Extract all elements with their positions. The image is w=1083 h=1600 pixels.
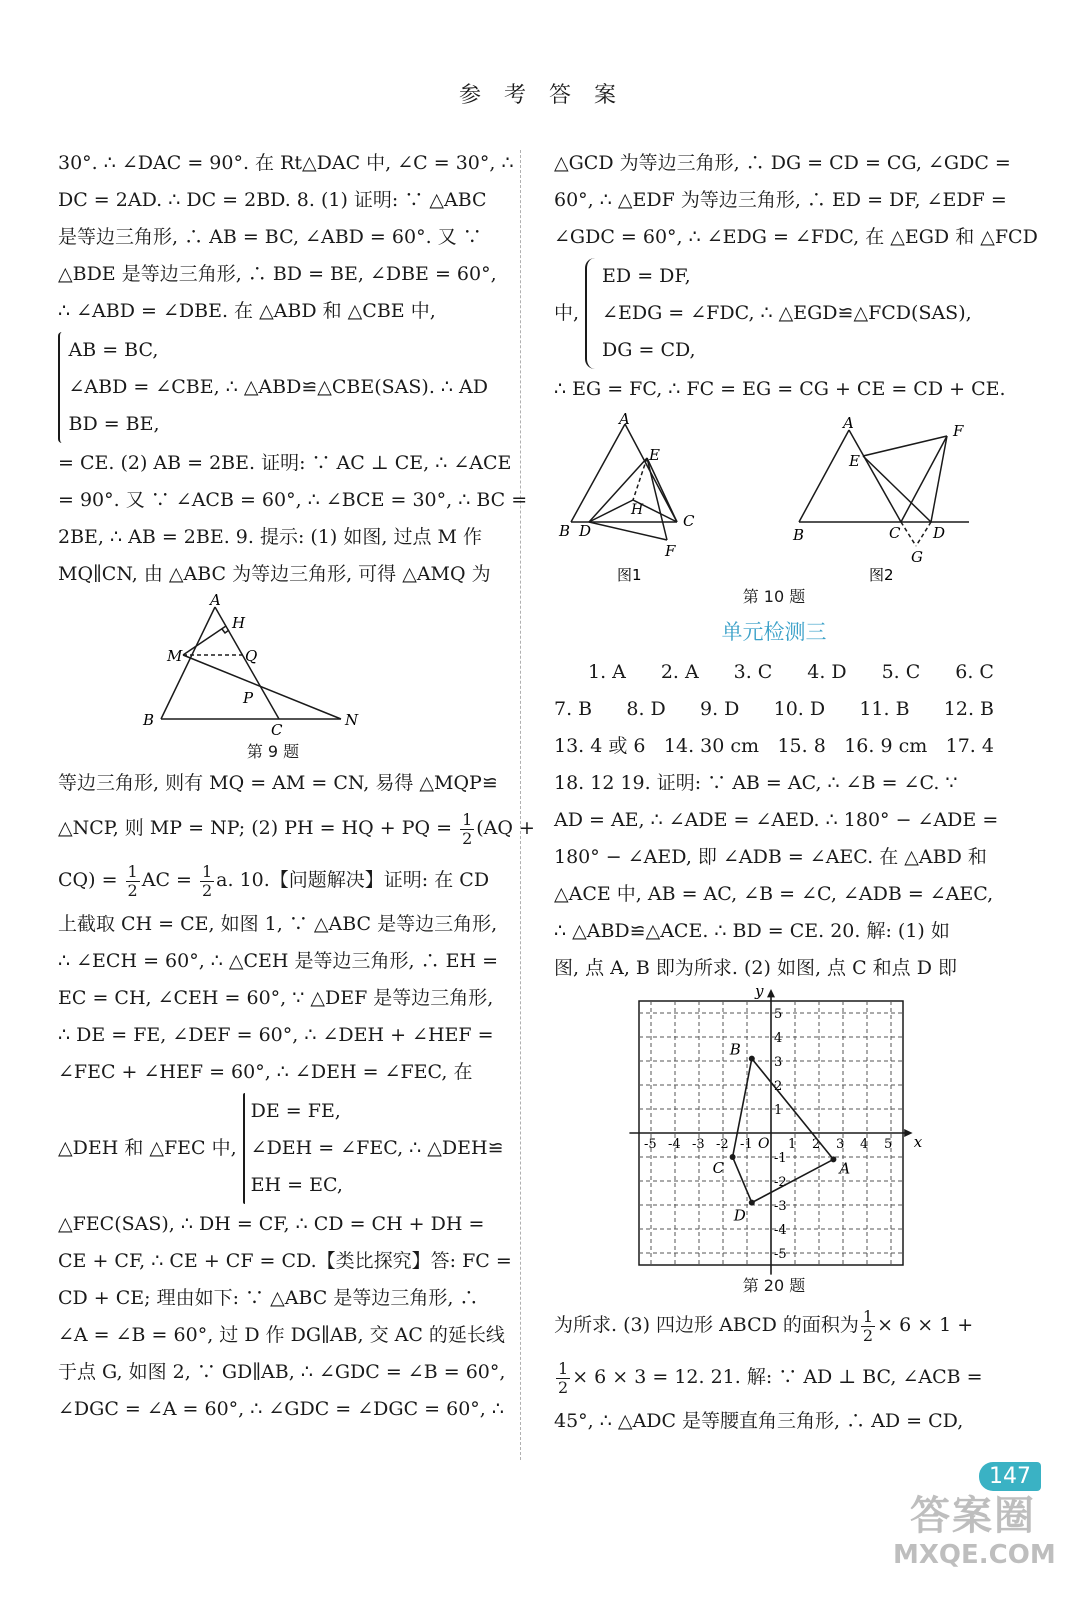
system-row: BD = BE,	[68, 413, 160, 435]
figure-10	[559, 410, 989, 584]
answer-item: 14. 30 cm	[663, 735, 760, 757]
answer-item: 17. 4	[945, 735, 994, 757]
fraction-line	[554, 1351, 994, 1403]
answer-key	[554, 654, 994, 765]
answer-item: 3. C	[733, 661, 773, 683]
fig9-label-H: H	[232, 614, 246, 632]
fig9-label-M: M	[167, 647, 183, 665]
text-line: ∠A = ∠B = 60°, 过 D 作 DG∥AB, 交 AC 的延长线	[58, 1324, 505, 1346]
origin-label: O	[758, 1136, 770, 1152]
text-span: × 6 × 1 +	[877, 1314, 974, 1336]
equation-system-2	[58, 1093, 504, 1204]
system-row: DG = CD,	[602, 339, 696, 361]
left-text-block-d	[58, 906, 499, 1091]
x-tick-label: 4	[860, 1137, 869, 1152]
text-line: EC = CH, ∠CEH = 60°, ∵ △DEF 是等边三角形,	[58, 987, 494, 1009]
text-line: 上截取 CH = CE, 如图 1, ∵ △ABC 是等边三角形,	[58, 913, 498, 935]
y-axis-arrow	[767, 989, 775, 997]
x-tick-label: 2	[812, 1137, 821, 1152]
fraction-numerator: 1	[558, 1358, 569, 1378]
x-tick-label: -5	[644, 1137, 657, 1152]
answer-item: 13. 4 或 6	[554, 735, 646, 757]
fraction-line	[58, 854, 488, 906]
text-line: ∴ ∠ABD = ∠DBE. 在 △ABD 和 △CBE 中,	[58, 300, 436, 322]
fraction-numerator: 1	[201, 861, 213, 881]
fraction-line	[554, 1299, 994, 1351]
text-line: ∠FEC + ∠HEF = 60°, ∴ ∠DEH = ∠FEC, 在	[58, 1061, 473, 1083]
text-line: △FEC(SAS), ∴ DH = CF, ∴ CD = CH + DH =	[58, 1213, 485, 1235]
text-span: 为所求. (3) 四边形 ABCD 的面积为	[554, 1314, 859, 1336]
point-A	[830, 1156, 836, 1162]
fig10a-label-C: C	[683, 512, 695, 530]
answer-item: 4. D	[807, 661, 847, 683]
left-brace	[243, 1093, 245, 1204]
left-column	[58, 145, 535, 1428]
answer-item: 10. D	[773, 698, 826, 720]
text-line: 图, 点 A, B 即为所求. (2) 如图, 点 C 和点 D 即	[554, 957, 957, 979]
system-row: EH = EC,	[250, 1174, 343, 1196]
answer-item: 16. 9 cm	[844, 735, 928, 757]
fig10a-label-F: F	[665, 542, 676, 560]
system-row: ∠ABD = ∠CBE, ∴ △ABD≌△CBE(SAS). ∴ AD	[68, 376, 488, 398]
text-span: (AQ +	[476, 817, 535, 839]
x-tick-label: -2	[716, 1137, 729, 1152]
figure-20-coordinate-grid	[629, 982, 923, 1273]
column-divider	[520, 150, 521, 1460]
text-line: AD = AE, ∴ ∠ADE = ∠AED. ∴ 180° − ∠ADE =	[554, 809, 999, 831]
y-tick-label: -4	[774, 1223, 787, 1238]
text-span: AC =	[141, 869, 198, 891]
answer-item: 6. C	[955, 661, 994, 683]
fraction-denominator: 2	[201, 880, 213, 900]
text-line: 180° − ∠AED, 即 ∠ADB = ∠AEC. 在 △ABD 和	[554, 846, 987, 868]
text-line: ∴ DE = FE, ∠DEF = 60°, ∴ ∠DEH + ∠HEF =	[58, 1024, 494, 1046]
answer-row	[554, 691, 994, 728]
y-tick-label: -1	[774, 1151, 787, 1166]
point-D	[749, 1200, 755, 1206]
fraction-denominator: 2	[862, 1325, 874, 1345]
x-tick-label: 5	[884, 1137, 893, 1152]
fig10b-label-C: C	[889, 524, 901, 542]
watermark-url: MXQE.COM	[893, 1540, 1056, 1570]
answer-row	[554, 728, 994, 765]
y-tick-label: 1	[774, 1103, 783, 1118]
point-C	[730, 1154, 736, 1160]
point-label-B: B	[729, 1040, 741, 1059]
equation-system-1	[58, 332, 488, 443]
fraction	[126, 863, 140, 900]
left-text-block-e	[58, 1206, 512, 1428]
text-line: MQ∥CN, 由 △ABC 为等边三角形, 可得 △AMQ 为	[58, 563, 491, 585]
answer-item: 12. B	[943, 698, 994, 720]
fraction-denominator: 2	[127, 880, 138, 900]
y-tick-label: 3	[774, 1055, 783, 1070]
y-tick-label: 2	[774, 1079, 783, 1094]
text-line: 60°, ∴ △EDF 为等边三角形, ∴ ED = DF, ∠EDF =	[554, 189, 1007, 211]
fig10b-label-D: D	[933, 524, 946, 542]
text-span: CQ) =	[58, 869, 124, 891]
fig10a-label-B: B	[559, 522, 571, 540]
text-line: ∠GDC = 60°, ∴ ∠EDG = ∠FDC, 在 △EGD 和 △FCD	[554, 226, 1038, 248]
text-line: DC = 2AD. ∴ DC = 2BD. 8. (1) 证明: ∵ △ABC	[58, 189, 487, 211]
text-line: 等边三角形, 则有 MQ = AM = CN, 易得 △MQP≌	[58, 772, 498, 794]
answer-item: 7. B	[554, 698, 593, 720]
x-tick-label: -1	[740, 1137, 753, 1152]
x-axis-arrow	[904, 1129, 912, 1137]
text-line: ∴ △ABD≌△ACE. ∴ BD = CE. 20. 解: (1) 如	[554, 920, 950, 942]
page-number: 147	[979, 1462, 1041, 1491]
fig10b-label-A: A	[843, 414, 854, 432]
system-row: AB = BC,	[68, 339, 159, 361]
answer-row	[554, 654, 994, 691]
text-line: = CE. (2) AB = 2BE. 证明: ∵ AC ⊥ CE, ∴ ∠ACE	[58, 452, 512, 474]
system-row: ED = DF,	[602, 265, 691, 287]
y-tick-label: -2	[774, 1175, 787, 1190]
text-line: ∴ ∠ECH = 60°, ∴ △CEH 是等边三角形, ∴ EH =	[58, 950, 499, 972]
text-line: △ACE 中, AB = AC, ∠B = ∠C, ∠ADB = ∠AEC,	[554, 883, 994, 905]
left-text-block-a	[58, 145, 514, 330]
answer-item: 2. A	[660, 661, 699, 683]
point-label-C: C	[712, 1159, 725, 1177]
answer-item: 11. B	[859, 698, 910, 720]
text-line: 是等边三角形, ∴ AB = BC, ∠ABD = 60°. 又 ∵	[58, 226, 482, 248]
text-line: 30°. ∴ ∠DAC = 90°. 在 Rt△DAC 中, ∠C = 30°, ∴	[58, 152, 514, 174]
y-tick-label: 4	[774, 1031, 783, 1046]
text-line: ∠DGC = ∠A = 60°, ∴ ∠GDC = ∠DGC = 60°, ∴	[58, 1398, 504, 1420]
point-label-D: D	[733, 1206, 746, 1225]
figure-9-caption: 第 9 题	[246, 742, 300, 761]
right-text-block-c	[554, 765, 999, 987]
fig9-label-P: P	[243, 689, 254, 707]
fig9-label-N: N	[345, 711, 359, 729]
text-line: △BDE 是等边三角形, ∴ BD = BE, ∠DBE = 60°,	[58, 263, 497, 285]
fraction	[460, 811, 474, 848]
fig10a-label-D: D	[579, 522, 592, 540]
figure-10-caption: 第 10 题	[742, 587, 806, 606]
point-label-A: A	[839, 1159, 851, 1178]
text-line: CD + CE; 理由如下: ∵ △ABC 是等边三角形, ∴	[58, 1287, 479, 1309]
fraction	[861, 1308, 875, 1345]
watermark-text: 答案圈	[910, 1493, 1036, 1539]
watermark-logo	[893, 1492, 1056, 1570]
y-axis-label: y	[755, 982, 764, 1001]
fraction-line	[58, 802, 535, 854]
answer-item: 8. D	[626, 698, 666, 720]
fig10a-label-H: H	[631, 502, 644, 518]
fig10a-label-A: A	[619, 410, 630, 428]
y-tick-label: -5	[774, 1247, 787, 1262]
fig10b-label-B: B	[793, 526, 805, 544]
system-row: ∠EDG = ∠FDC, ∴ △EGD≌△FCD(SAS),	[602, 302, 972, 324]
x-tick-label: 3	[836, 1137, 845, 1152]
fraction	[200, 863, 214, 900]
fig10-subcaption-2: 图2	[869, 566, 894, 584]
fig10b-label-F: F	[953, 422, 964, 440]
text-line: 45°, ∴ △ADC 是等腰直角三角形, ∴ AD = CD,	[554, 1410, 964, 1432]
text-line: ∴ EG = FC, ∴ FC = EG = CG + CE = CD + CE.	[554, 378, 1006, 400]
text-line: 18. 12 19. 证明: ∵ AB = AC, ∴ ∠B = ∠C. ∵	[554, 772, 958, 794]
point-B	[749, 1056, 755, 1062]
fig10-subcaption-1: 图1	[617, 566, 642, 584]
right-text-block-a	[554, 145, 1038, 256]
text-line: = 90°. 又 ∵ ∠ACB = 60°, ∴ ∠BCE = 30°, ∴ BC =	[58, 489, 528, 511]
fig10a-label-E: E	[649, 446, 660, 464]
figure-9	[143, 591, 403, 739]
fig10b-label-G: G	[911, 548, 923, 566]
text-line: CE + CF, ∴ CE + CF = CD.【类比探究】答: FC =	[58, 1250, 512, 1272]
fraction-denominator: 2	[462, 828, 473, 848]
fig9-label-C: C	[271, 721, 283, 739]
text-line: 2BE, ∴ AB = 2BE. 9. 提示: (1) 如图, 过点 M 作	[58, 526, 482, 548]
text-span: △NCP, 则 MP = NP; (2) PH = HQ + PQ =	[58, 817, 459, 839]
x-axis-label: x	[913, 1133, 923, 1151]
equation-system-3	[554, 258, 994, 369]
fraction-numerator: 1	[462, 809, 473, 829]
fig9-label-Q: Q	[245, 647, 258, 665]
text-span: a. 10.【问题解决】证明: 在 CD	[216, 869, 490, 891]
fraction	[556, 1360, 570, 1397]
figure-20-caption: 第 20 题	[742, 1276, 806, 1295]
answer-item: 5. C	[881, 661, 921, 683]
answer-item: 9. D	[699, 698, 740, 720]
fraction-numerator: 1	[127, 861, 138, 881]
left-brace	[585, 258, 596, 369]
system-row: ∠DEH = ∠FEC, ∴ △DEH≌	[250, 1137, 504, 1159]
system-prefix: △DEH 和 △FEC 中,	[58, 1137, 237, 1159]
fig9-label-B: B	[143, 711, 155, 729]
answer-item: 15. 8	[777, 735, 826, 757]
section-title: 单元检测三	[721, 620, 827, 644]
system-row: DE = FE,	[250, 1100, 341, 1122]
y-tick-label: 5	[774, 1007, 783, 1022]
answer-item: 1. A	[588, 661, 626, 683]
y-tick-label: -3	[774, 1199, 787, 1214]
page-header: 参 考 答 案	[459, 83, 624, 108]
x-tick-label: 1	[788, 1137, 797, 1152]
right-column	[554, 145, 1038, 1440]
x-tick-label: -4	[668, 1137, 681, 1152]
fraction-numerator: 1	[862, 1306, 874, 1326]
text-line: △GCD 为等边三角形, ∴ DG = CD = CG, ∠GDC =	[554, 152, 1011, 174]
fraction-denominator: 2	[558, 1377, 569, 1397]
left-text-block-b	[58, 445, 528, 593]
x-tick-label: -3	[692, 1137, 705, 1152]
system-prefix: 中,	[554, 302, 580, 324]
text-span: × 6 × 3 = 12. 21. 解: ∵ AD ⊥ BC, ∠ACB =	[572, 1366, 983, 1388]
fig9-label-A: A	[210, 591, 221, 609]
left-brace	[58, 332, 62, 443]
fig10b-label-E: E	[849, 452, 860, 470]
text-line: 于点 G, 如图 2, ∵ GD∥AB, ∴ ∠GDC = ∠B = 60°,	[58, 1361, 506, 1383]
